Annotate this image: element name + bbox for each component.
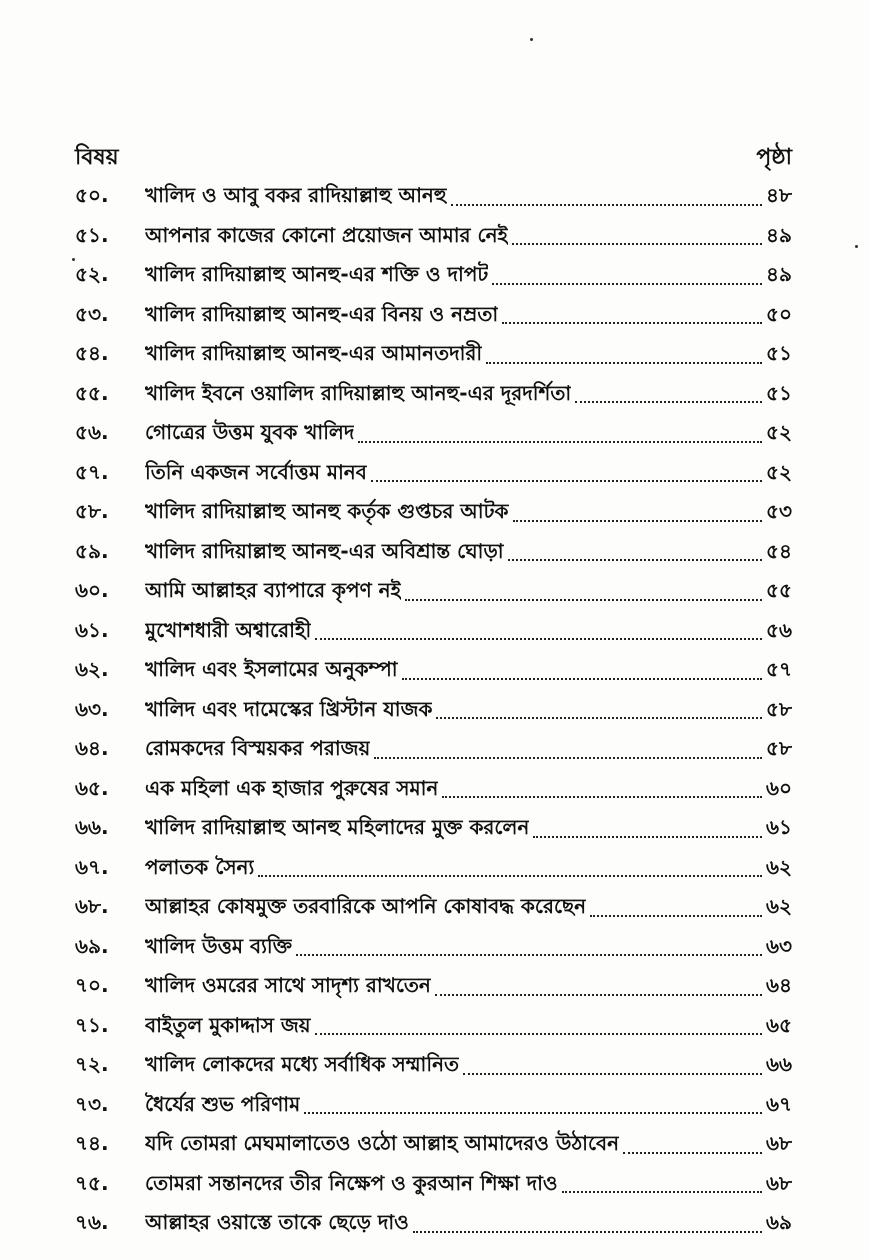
toc-entry — [75, 968, 792, 1008]
entry-title: খালিদ লোকদের মধ্যে সর্বাধিক সম্মানিত — [145, 1052, 460, 1077]
entry-page-number: ৬৫ — [766, 1012, 792, 1037]
dot-leader — [512, 243, 762, 245]
entry-title: খালিদ ওমরের সাথে সাদৃশ্য রাখতেন — [145, 973, 431, 998]
toc-entry — [75, 889, 792, 929]
entry-number: ৭৬. — [75, 1210, 109, 1235]
entry-title: আল্লাহর কোষমুক্ত তরবারিকে আপনি কোষাবদ্ধ করেছেন — [145, 894, 587, 919]
entry-number: ৭১. — [75, 1012, 109, 1037]
entry-page-number: ৬৭ — [765, 1091, 792, 1116]
toc-entry — [75, 494, 792, 534]
dot-leader — [508, 559, 763, 561]
entry-number: ৬৭. — [75, 854, 109, 879]
entry-page-number: ৬৪ — [766, 973, 792, 998]
entry-number: ৭০. — [75, 973, 109, 998]
toc-entry — [75, 534, 792, 574]
dot-leader — [358, 441, 762, 443]
toc-entry — [75, 257, 792, 297]
entry-page-number: ৬৬ — [765, 1052, 792, 1077]
entry-number: ৫৭. — [75, 459, 109, 484]
dot-leader — [402, 678, 762, 680]
entry-page-number: ৫৪ — [766, 538, 792, 563]
toc-entry — [75, 850, 792, 890]
entry-number: ৬১. — [75, 617, 109, 642]
entry-title: আল্লাহর ওয়াস্তে তাকে ছেড়ে দাও — [145, 1210, 409, 1235]
entry-page-number: ৬১ — [766, 815, 792, 840]
entry-title: খালিদ রাদিয়াল্লাহু আনহু-এর অবিশ্রান্ত ঘোড়া — [145, 538, 504, 563]
entry-number: ৫৪. — [75, 341, 109, 366]
toc-entry — [75, 573, 792, 613]
entry-title: খালিদ রাদিয়াল্লাহু আনহু-এর আমানতদারী — [145, 341, 483, 366]
dot-leader — [442, 796, 762, 798]
entry-page-number: ৫৫ — [766, 578, 792, 603]
entry-title: এক মহিলা এক হাজার পুরুষের সমান — [145, 775, 439, 800]
subject-column-heading: বিষয় — [75, 145, 119, 170]
toc-entry — [75, 1047, 792, 1087]
entry-page-number: ৪৯ — [766, 262, 792, 287]
entry-title: মুখোশধারী অশ্বারোহী — [145, 617, 312, 642]
page-column-heading: পৃষ্ঠা — [756, 145, 792, 170]
toc-entry — [75, 613, 792, 653]
entry-page-number: ৫৬ — [766, 617, 792, 642]
toc-entry — [75, 731, 792, 771]
entry-title: আমি আল্লাহর ব্যাপারে কৃপণ নই — [145, 578, 402, 603]
dot-leader — [413, 1231, 762, 1233]
toc-entry — [75, 692, 792, 732]
dot-leader — [405, 599, 762, 601]
toc-entry — [75, 1166, 792, 1206]
entry-title: খালিদ রাদিয়াল্লাহু আনহু-এর শক্তি ও দাপট — [145, 262, 489, 287]
entry-number: ৬৫. — [75, 775, 109, 800]
toc-entry — [75, 1008, 792, 1048]
entry-title: পলাতক সৈন্য — [145, 854, 255, 879]
entry-page-number: ৫১ — [766, 341, 792, 366]
entry-page-number: ৫১ — [766, 380, 792, 405]
entry-title: ধৈর্যের শুভ পরিণাম — [145, 1091, 301, 1116]
toc-entry — [75, 1205, 792, 1245]
entry-page-number: ৫০ — [766, 301, 792, 326]
toc-entry — [75, 771, 792, 811]
entry-page-number: ৬০ — [765, 775, 792, 800]
entry-number: ৬৪. — [75, 736, 109, 761]
entry-page-number: ৬৮ — [766, 1170, 792, 1195]
entry-page-number: ৬২ — [765, 854, 792, 879]
entry-page-number: ৫৩ — [766, 499, 792, 524]
toc-entry — [75, 218, 792, 258]
dot-leader — [623, 1152, 762, 1154]
entry-page-number: ৬৮ — [766, 1131, 792, 1156]
entry-title: আপনার কাজের কোনো প্রয়োজন আমার নেই — [145, 222, 508, 247]
dot-leader — [513, 520, 763, 522]
dot-leader — [533, 836, 762, 838]
dot-leader — [374, 757, 762, 759]
entry-number: ৫২. — [75, 262, 109, 287]
paper-speck — [530, 38, 533, 41]
entry-title: খালিদ এবং দামেস্কের খ্রিস্টান যাজক — [145, 696, 433, 721]
entry-title: খালিদ রাদিয়াল্লাহু আনহু মহিলাদের মুক্ত করলেন — [145, 815, 530, 840]
entry-page-number: ৬৯ — [766, 1210, 792, 1235]
dot-leader — [315, 638, 762, 640]
entry-number: ৫১. — [75, 222, 109, 247]
entry-number: ৬৯. — [75, 933, 109, 958]
toc-entry — [75, 336, 792, 376]
entry-page-number: ৫২ — [766, 459, 792, 484]
toc-entry — [75, 455, 792, 495]
entry-page-number: ৫৭ — [766, 657, 792, 682]
dot-leader — [371, 480, 762, 482]
entry-number: ৭৪. — [75, 1131, 109, 1156]
entry-number: ৫৩. — [75, 301, 109, 326]
entry-title: খালিদ ইবনে ওয়ালিদ রাদিয়াল্লাহু আনহু-এর দূরদর্শিতা — [145, 380, 572, 405]
dot-leader — [575, 401, 762, 403]
entry-number: ৬৬. — [75, 815, 109, 840]
dot-leader — [315, 1033, 762, 1035]
entry-page-number: ৫৮ — [766, 696, 792, 721]
table-of-contents — [75, 178, 792, 1245]
entry-title: বাইতুল মুকাদ্দাস জয় — [145, 1012, 311, 1037]
toc-entry — [75, 415, 792, 455]
entry-number: ৭২. — [75, 1052, 109, 1077]
dot-leader — [258, 875, 762, 877]
dot-leader — [463, 1073, 762, 1075]
toc-entry — [75, 178, 792, 218]
entry-title: খালিদ রাদিয়াল্লাহু আনহু-এর বিনয় ও নম্রতা — [145, 301, 499, 326]
entry-page-number: ৫৮ — [766, 736, 792, 761]
dot-leader — [435, 994, 762, 996]
entry-number: ৫৬. — [75, 420, 109, 445]
entry-number: ৫৯. — [75, 538, 109, 563]
toc-entry — [75, 1126, 792, 1166]
entry-title: খালিদ রাদিয়াল্লাহু আনহু কর্তৃক গুপ্তচর আটক — [145, 499, 509, 524]
dot-leader — [486, 362, 762, 364]
dot-leader — [492, 283, 762, 285]
dot-leader — [436, 717, 762, 719]
dot-leader — [296, 954, 762, 956]
entry-page-number: ৬৩ — [765, 933, 792, 958]
entry-number: ৬২. — [75, 657, 109, 682]
entry-title: যদি তোমরা মেঘমালাতেও ওঠো আল্লাহ আমাদেরও উঠাবেন — [145, 1131, 620, 1156]
dot-leader — [451, 204, 762, 206]
entry-number: ৬৩. — [75, 696, 109, 721]
entry-title: খালিদ ও আবু বকর রাদিয়াল্লাহু আনহু — [145, 183, 447, 208]
entry-title: খালিদ উত্তম ব্যক্তি — [145, 933, 293, 958]
toc-entry — [75, 1087, 792, 1127]
entry-title: তিনি একজন সর্বোত্তম মানব — [145, 459, 367, 484]
entry-number: ৭৫. — [75, 1170, 109, 1195]
entry-page-number: ৪৯ — [766, 222, 792, 247]
entry-number: ৭৩. — [75, 1091, 109, 1116]
toc-entry — [75, 810, 792, 850]
entry-page-number: ৪৮ — [766, 183, 792, 208]
entry-number: ৫৮. — [75, 499, 109, 524]
toc-entry — [75, 929, 792, 969]
entry-page-number: ৫২ — [766, 420, 792, 445]
dot-leader — [562, 1191, 762, 1193]
entry-number: ৬০. — [75, 578, 109, 603]
entry-title: গোত্রের উত্তম যুবক খালিদ — [145, 420, 355, 445]
toc-entry — [75, 297, 792, 337]
entry-title: তোমরা সন্তানদের তীর নিক্ষেপ ও কুরআন শিক্ষা দাও — [145, 1170, 558, 1195]
entry-title: রোমকদের বিস্ময়কর পরাজয় — [145, 736, 371, 761]
entry-page-number: ৬২ — [765, 894, 792, 919]
dot-leader — [590, 915, 762, 917]
dot-leader — [502, 322, 762, 324]
entry-number: ৫০. — [75, 183, 109, 208]
toc-entry — [75, 652, 792, 692]
paper-speck — [855, 245, 858, 248]
dot-leader — [304, 1112, 762, 1114]
toc-entry — [75, 376, 792, 416]
toc-header — [75, 140, 792, 180]
entry-number: ৬৮. — [75, 894, 109, 919]
entry-title: খালিদ এবং ইসলামের অনুকম্পা — [145, 657, 398, 682]
entry-number: ৫৫. — [75, 380, 109, 405]
